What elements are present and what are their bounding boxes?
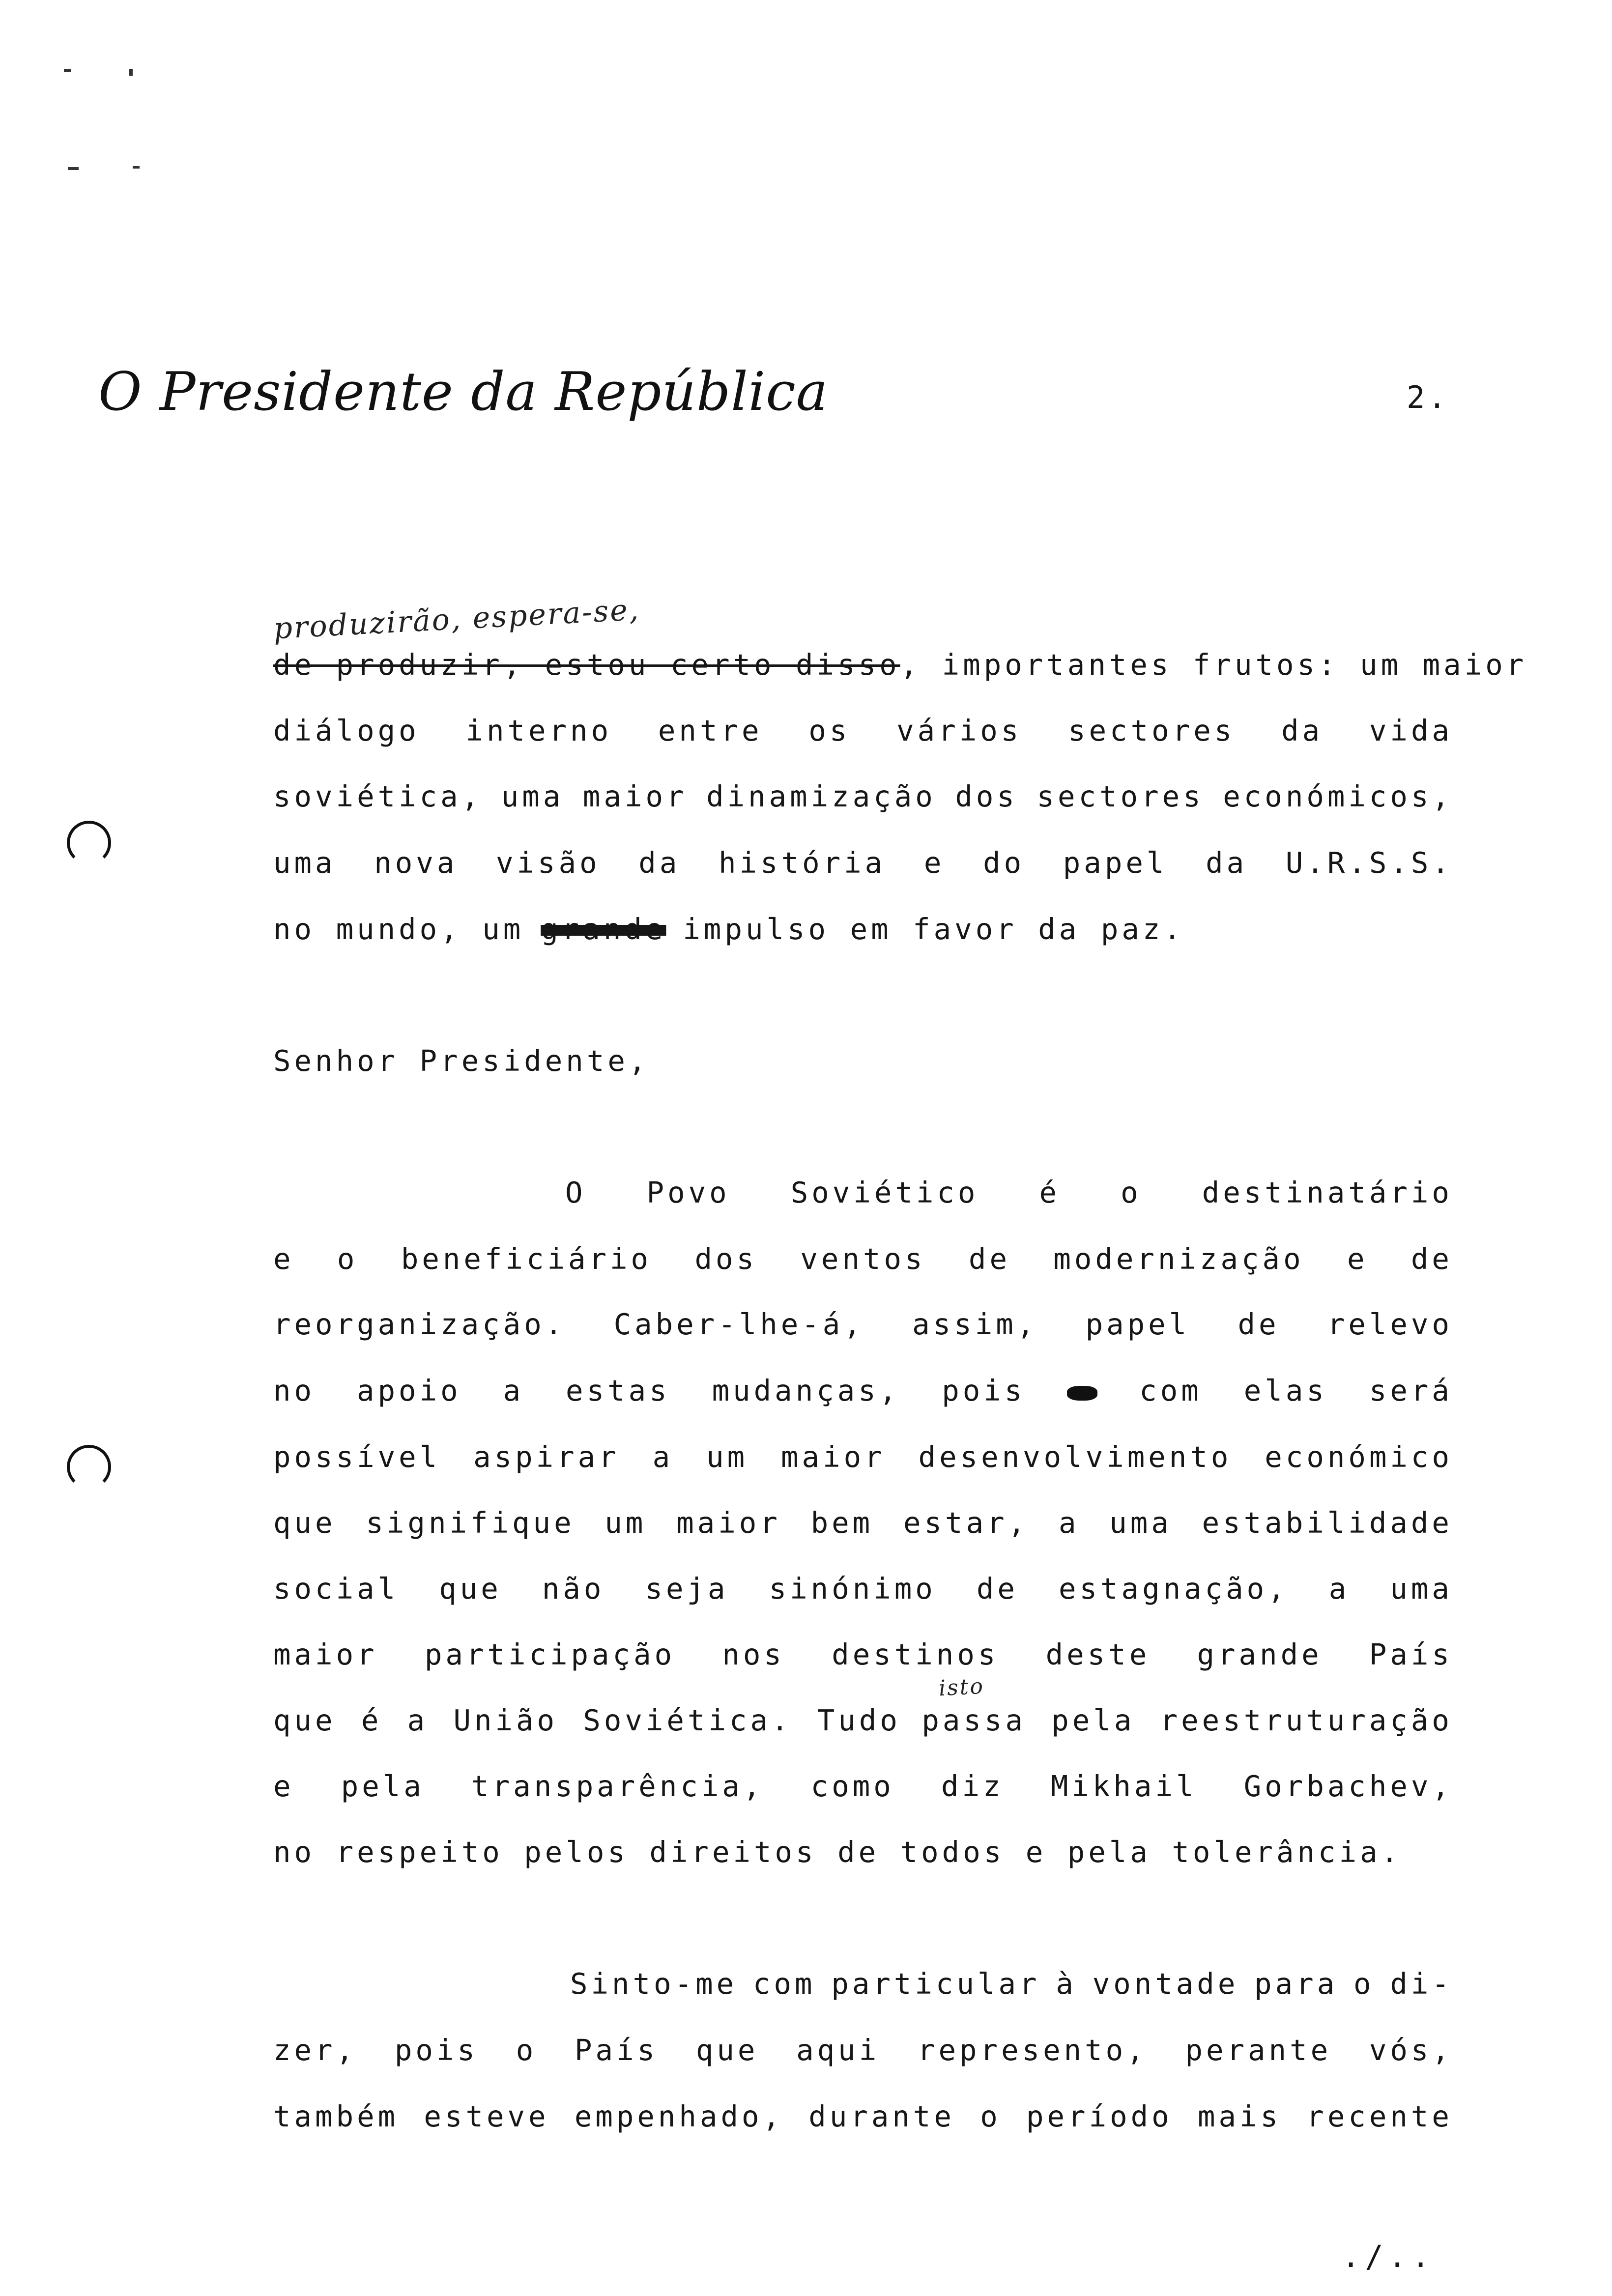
word: Mikhail [1050, 1769, 1197, 1803]
word: e [273, 1769, 294, 1803]
word: o [516, 2033, 537, 2067]
word: o [980, 2099, 1001, 2133]
word: Tudo passa [817, 1703, 1027, 1737]
word: é [361, 1703, 382, 1737]
word: União [453, 1703, 558, 1737]
word: maior [273, 1637, 378, 1671]
word: os [808, 714, 851, 747]
handwritten-above-line: isto [938, 1673, 985, 1701]
word: bem [810, 1506, 874, 1540]
word: transparência, [471, 1769, 764, 1803]
word: seja [645, 1572, 729, 1606]
word: papel [1085, 1307, 1190, 1341]
word: U.R.S.S. [1285, 846, 1453, 880]
word: história [719, 846, 886, 880]
paragraph-1-line-5 [273, 912, 1453, 951]
paragraph-2-line-9 [273, 1703, 1453, 1743]
paragraph-2-line-5 [273, 1440, 1453, 1479]
word: recente [1306, 2099, 1453, 2133]
word: País [1369, 1637, 1453, 1671]
struck-text: de produzir, estou certo disso [273, 648, 900, 682]
word: que [439, 1572, 502, 1606]
word: um [706, 1440, 748, 1474]
word: nos [722, 1637, 785, 1671]
paragraph-2-line-6 [273, 1506, 1453, 1545]
word: maior [781, 1440, 886, 1474]
salutation-text: Senhor Presidente, [273, 1044, 650, 1078]
paragraph-1-line-3 [273, 779, 1453, 819]
word: Povo [646, 1176, 730, 1209]
word: não [542, 1572, 605, 1606]
word: estar, [903, 1506, 1029, 1540]
word: da [638, 846, 681, 880]
letterhead: O Presidente da República [98, 361, 829, 423]
binder-hole-icon [67, 821, 111, 865]
paragraph-2-line-4 [273, 1374, 1453, 1413]
word: no [273, 1374, 316, 1407]
word: aspirar [473, 1440, 620, 1474]
word: de [1410, 1242, 1453, 1276]
word: o [1353, 1967, 1375, 2001]
line-text: no mundo, um [273, 912, 524, 946]
line-text: impulso em favor da paz. [683, 912, 1184, 946]
word: mais [1197, 2099, 1282, 2133]
word: sinónimo [769, 1572, 936, 1606]
word: visão [496, 846, 601, 880]
word: diálogo [273, 714, 420, 747]
word: uma [1109, 1506, 1172, 1540]
word: da [1281, 714, 1324, 747]
word: uma [501, 779, 564, 813]
word: uma [273, 846, 336, 880]
scan-speck [68, 167, 79, 170]
paragraph-2-line-7 [273, 1572, 1453, 1611]
word: assim, [912, 1307, 1038, 1341]
word: apoio [357, 1374, 461, 1407]
word: estas [566, 1374, 670, 1407]
word: particular [831, 1967, 1040, 2001]
word: modernização [1053, 1242, 1304, 1276]
word: desenvolvimento [918, 1440, 1232, 1474]
word: País [574, 2033, 659, 2067]
paragraph-1-line-1 [273, 648, 1527, 687]
word: à [1056, 1967, 1077, 2001]
paragraph-3-line-3 [273, 2099, 1453, 2139]
word: a [1058, 1506, 1080, 1540]
word: dos [955, 779, 1018, 813]
word: e [1347, 1242, 1368, 1276]
paragraph-3-line-2 [273, 2033, 1453, 2072]
word: Soviética. [583, 1703, 792, 1737]
word: social [273, 1572, 399, 1606]
word: a [652, 1440, 674, 1474]
word: participação [424, 1637, 676, 1671]
word: vós, [1369, 2033, 1453, 2067]
word: papel [1063, 846, 1168, 880]
word: deste [1045, 1637, 1151, 1671]
word: sectores [1068, 714, 1236, 747]
word: Caber-lhe-á, [613, 1307, 864, 1341]
word: uma [1390, 1572, 1453, 1606]
word: da [1206, 846, 1248, 880]
word: empenhado, [574, 2099, 784, 2133]
paragraph-1-line-2 [273, 714, 1453, 753]
word: e [923, 846, 945, 880]
word: estabilidade [1202, 1506, 1453, 1540]
salutation [273, 1044, 1453, 1083]
word: pela [1051, 1703, 1135, 1737]
word: mudanças, [712, 1374, 900, 1407]
word: sectores [1036, 779, 1204, 813]
word: grande [1197, 1637, 1323, 1671]
word: vida [1369, 714, 1453, 747]
word: nova [374, 846, 458, 880]
scan-speck [64, 69, 71, 72]
paragraph-2-line-11 [273, 1835, 1453, 1874]
ink-blot-icon [1067, 1386, 1097, 1401]
paragraph-1-line-4 [273, 846, 1453, 885]
word: perante [1185, 2033, 1332, 2067]
paragraph-2-line-8 [273, 1637, 1453, 1677]
word: e [273, 1242, 294, 1276]
word: di- [1390, 1967, 1453, 2001]
word: estagnação, [1058, 1572, 1289, 1606]
word: o [337, 1242, 358, 1276]
word: de [1238, 1307, 1280, 1341]
word: pois [394, 2033, 478, 2067]
continuation-mark: ./.. [1342, 2239, 1435, 2274]
scan-speck [129, 69, 133, 76]
word: o [1121, 1176, 1142, 1209]
word: vontade [1092, 1967, 1239, 2001]
word: reestruturação [1160, 1703, 1453, 1737]
word: com [1139, 1374, 1202, 1407]
word: a [1328, 1572, 1350, 1606]
word: pela [341, 1769, 425, 1803]
word: pois [942, 1374, 1026, 1407]
word: signifique [366, 1506, 575, 1540]
word: dinamização [706, 779, 936, 813]
paragraph-2-line-1 [565, 1176, 1453, 1215]
word: a [407, 1703, 429, 1737]
binder-hole-icon [67, 1445, 111, 1489]
paragraph-2-line-3 [273, 1307, 1453, 1347]
scan-speck [133, 166, 140, 169]
word: para [1254, 1967, 1338, 2001]
word: maior [676, 1506, 781, 1540]
word: ventos [800, 1242, 926, 1276]
handwritten-insertion: produzirão, espera-se, [272, 592, 641, 646]
word: destinatário [1202, 1176, 1453, 1209]
line-text: no respeito pelos direitos de todos e pela tolerância. [273, 1835, 1402, 1869]
word: relevo [1327, 1307, 1453, 1341]
word: como [810, 1769, 894, 1803]
word: zer, [273, 2033, 357, 2067]
paragraph-3-line-1 [570, 1967, 1453, 2006]
word: também [273, 2099, 399, 2133]
word: aqui [796, 2033, 880, 2067]
word: a [503, 1374, 524, 1407]
word: será [1369, 1374, 1453, 1407]
paragraph-2-line-2 [273, 1242, 1453, 1281]
word: um [604, 1506, 647, 1540]
word: que [273, 1703, 336, 1737]
word: soviética, [273, 779, 483, 813]
word: é [1039, 1176, 1061, 1209]
word: reorganização. [273, 1307, 566, 1341]
word: esteve [424, 2099, 549, 2133]
word: interno [465, 714, 612, 747]
word: que [695, 2033, 759, 2067]
word: económico [1265, 1440, 1453, 1474]
word: que [273, 1506, 336, 1540]
word: O [565, 1176, 586, 1209]
word: Gorbachev, [1243, 1769, 1453, 1803]
word: beneficiário [401, 1242, 652, 1276]
struck-text: grande [541, 912, 666, 946]
word: de [968, 1242, 1010, 1276]
line-text: , importantes frutos: um maior [900, 648, 1527, 682]
paragraph-2-line-10 [273, 1769, 1453, 1808]
word: represento, [917, 2033, 1148, 2067]
word: do [983, 846, 1025, 880]
word: período [1026, 2099, 1173, 2133]
word: dos [694, 1242, 758, 1276]
word: entre [658, 714, 763, 747]
word: com [752, 1967, 816, 2001]
word: elas [1243, 1374, 1327, 1407]
word: Sinto-me [570, 1967, 738, 2001]
word: destinos [832, 1637, 999, 1671]
page-number: 2. [1407, 379, 1449, 415]
word: de [976, 1572, 1018, 1606]
word: vários [896, 714, 1022, 747]
word: possível [273, 1440, 441, 1474]
word: Soviético [790, 1176, 979, 1209]
word: maior [582, 779, 688, 813]
word: económicos, [1223, 779, 1453, 813]
word: diz [941, 1769, 1004, 1803]
word: durante [808, 2099, 955, 2133]
